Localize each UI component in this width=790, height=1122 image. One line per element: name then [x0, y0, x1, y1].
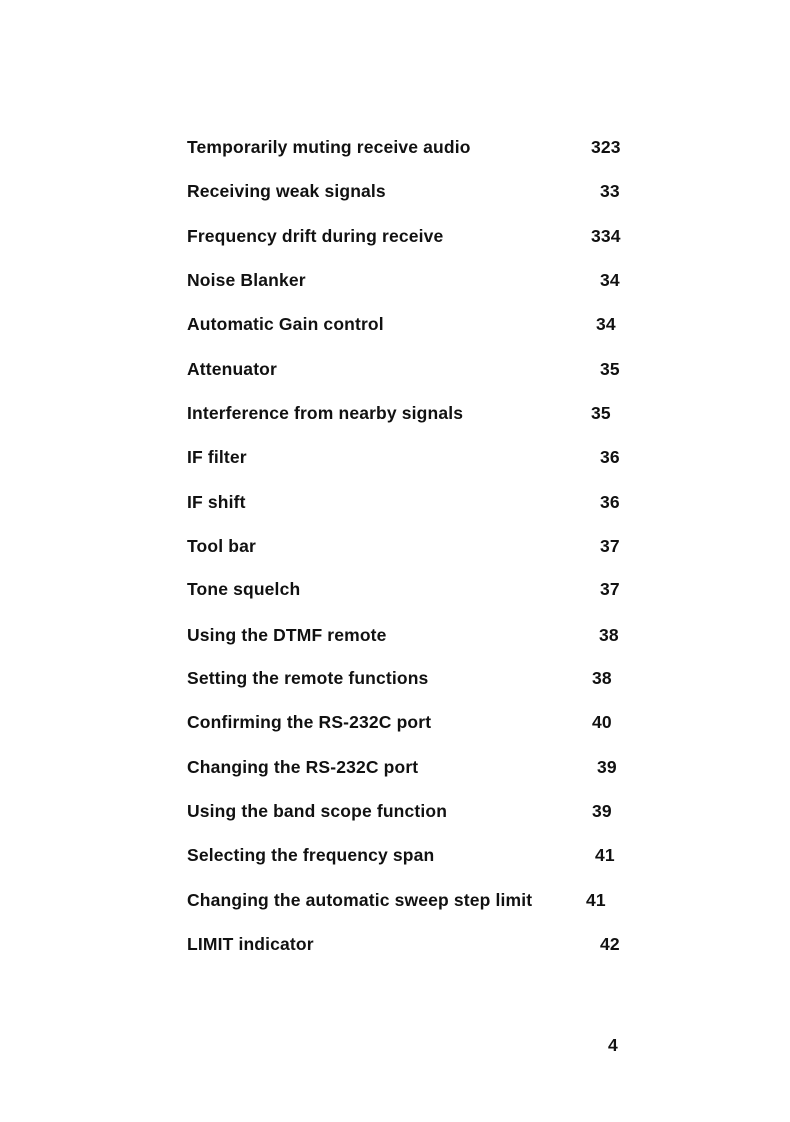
toc-entry-title: Interference from nearby signals: [187, 403, 464, 423]
toc-entry-title: Automatic Gain control: [187, 314, 384, 334]
toc-entry-page: 33: [600, 181, 620, 201]
toc-entry-page: 39: [592, 801, 612, 821]
toc-entry-page: 37: [600, 536, 620, 556]
toc-entry-title: Selecting the frequency span: [187, 845, 435, 865]
toc-entry-title: Using the DTMF remote: [187, 625, 387, 645]
toc-entry-page: 37: [600, 579, 620, 599]
toc-entry: [187, 888, 647, 912]
toc-entry-page: 42: [600, 934, 620, 954]
toc-entry-title: Noise Blanker: [187, 270, 306, 290]
toc-entry-page: 36: [600, 447, 620, 467]
toc-entry-page: 334: [591, 226, 621, 246]
toc-entry-page: 36: [600, 492, 620, 512]
toc-entry-title: Confirming the RS-232C port: [187, 712, 432, 732]
toc-entry-title: Tool bar: [187, 536, 256, 556]
toc-entry-page: 41: [595, 845, 615, 865]
toc-entry-title: IF shift: [187, 492, 246, 512]
toc-entry-page: 40: [592, 712, 612, 732]
toc-entry: [187, 135, 647, 159]
toc-entry-title: Changing the automatic sweep step limit: [187, 890, 533, 910]
toc-entry: [187, 666, 647, 690]
toc-entry-title: LIMIT indicator: [187, 934, 314, 954]
toc-entry-page: 34: [596, 314, 616, 334]
toc-entry: [187, 224, 647, 248]
toc-entry-page: 323: [591, 137, 621, 157]
toc-entry: [187, 534, 647, 558]
toc-entry-title: IF filter: [187, 447, 247, 467]
toc-entry: [187, 357, 647, 381]
toc-entry-title: Temporarily muting receive audio: [187, 137, 471, 157]
toc-entry: [187, 401, 647, 425]
toc-entry: [187, 445, 647, 469]
toc-entry-title: Changing the RS-232C port: [187, 757, 419, 777]
toc-entry-title: Setting the remote functions: [187, 668, 429, 688]
toc-entry: [187, 623, 647, 647]
toc-entry: [187, 179, 647, 203]
toc-entry-page: 34: [600, 270, 620, 290]
toc-entry: [187, 268, 647, 292]
toc-entry-title: Frequency drift during receive: [187, 226, 444, 246]
toc-entry: [187, 799, 647, 823]
toc-entry-page: 38: [592, 668, 612, 688]
toc-entry: [187, 312, 647, 336]
toc-entry-page: 35: [600, 359, 620, 379]
toc-entry-page: 35: [591, 403, 611, 423]
toc-entry-page: 39: [597, 757, 617, 777]
toc-entry: [187, 932, 647, 956]
toc-entry-page: 38: [599, 625, 619, 645]
footer-page-number: 4: [608, 1035, 618, 1055]
toc-entry: [187, 577, 647, 601]
toc-entry: [187, 490, 647, 514]
toc-entry-title: Attenuator: [187, 359, 277, 379]
toc-entry: [187, 710, 647, 734]
toc-entry-page: 41: [586, 890, 606, 910]
toc-entry: [187, 843, 647, 867]
toc-entry-title: Using the band scope function: [187, 801, 448, 821]
toc-entry-title: Receiving weak signals: [187, 181, 386, 201]
toc-entry-title: Tone squelch: [187, 579, 301, 599]
toc-entry: [187, 755, 647, 779]
